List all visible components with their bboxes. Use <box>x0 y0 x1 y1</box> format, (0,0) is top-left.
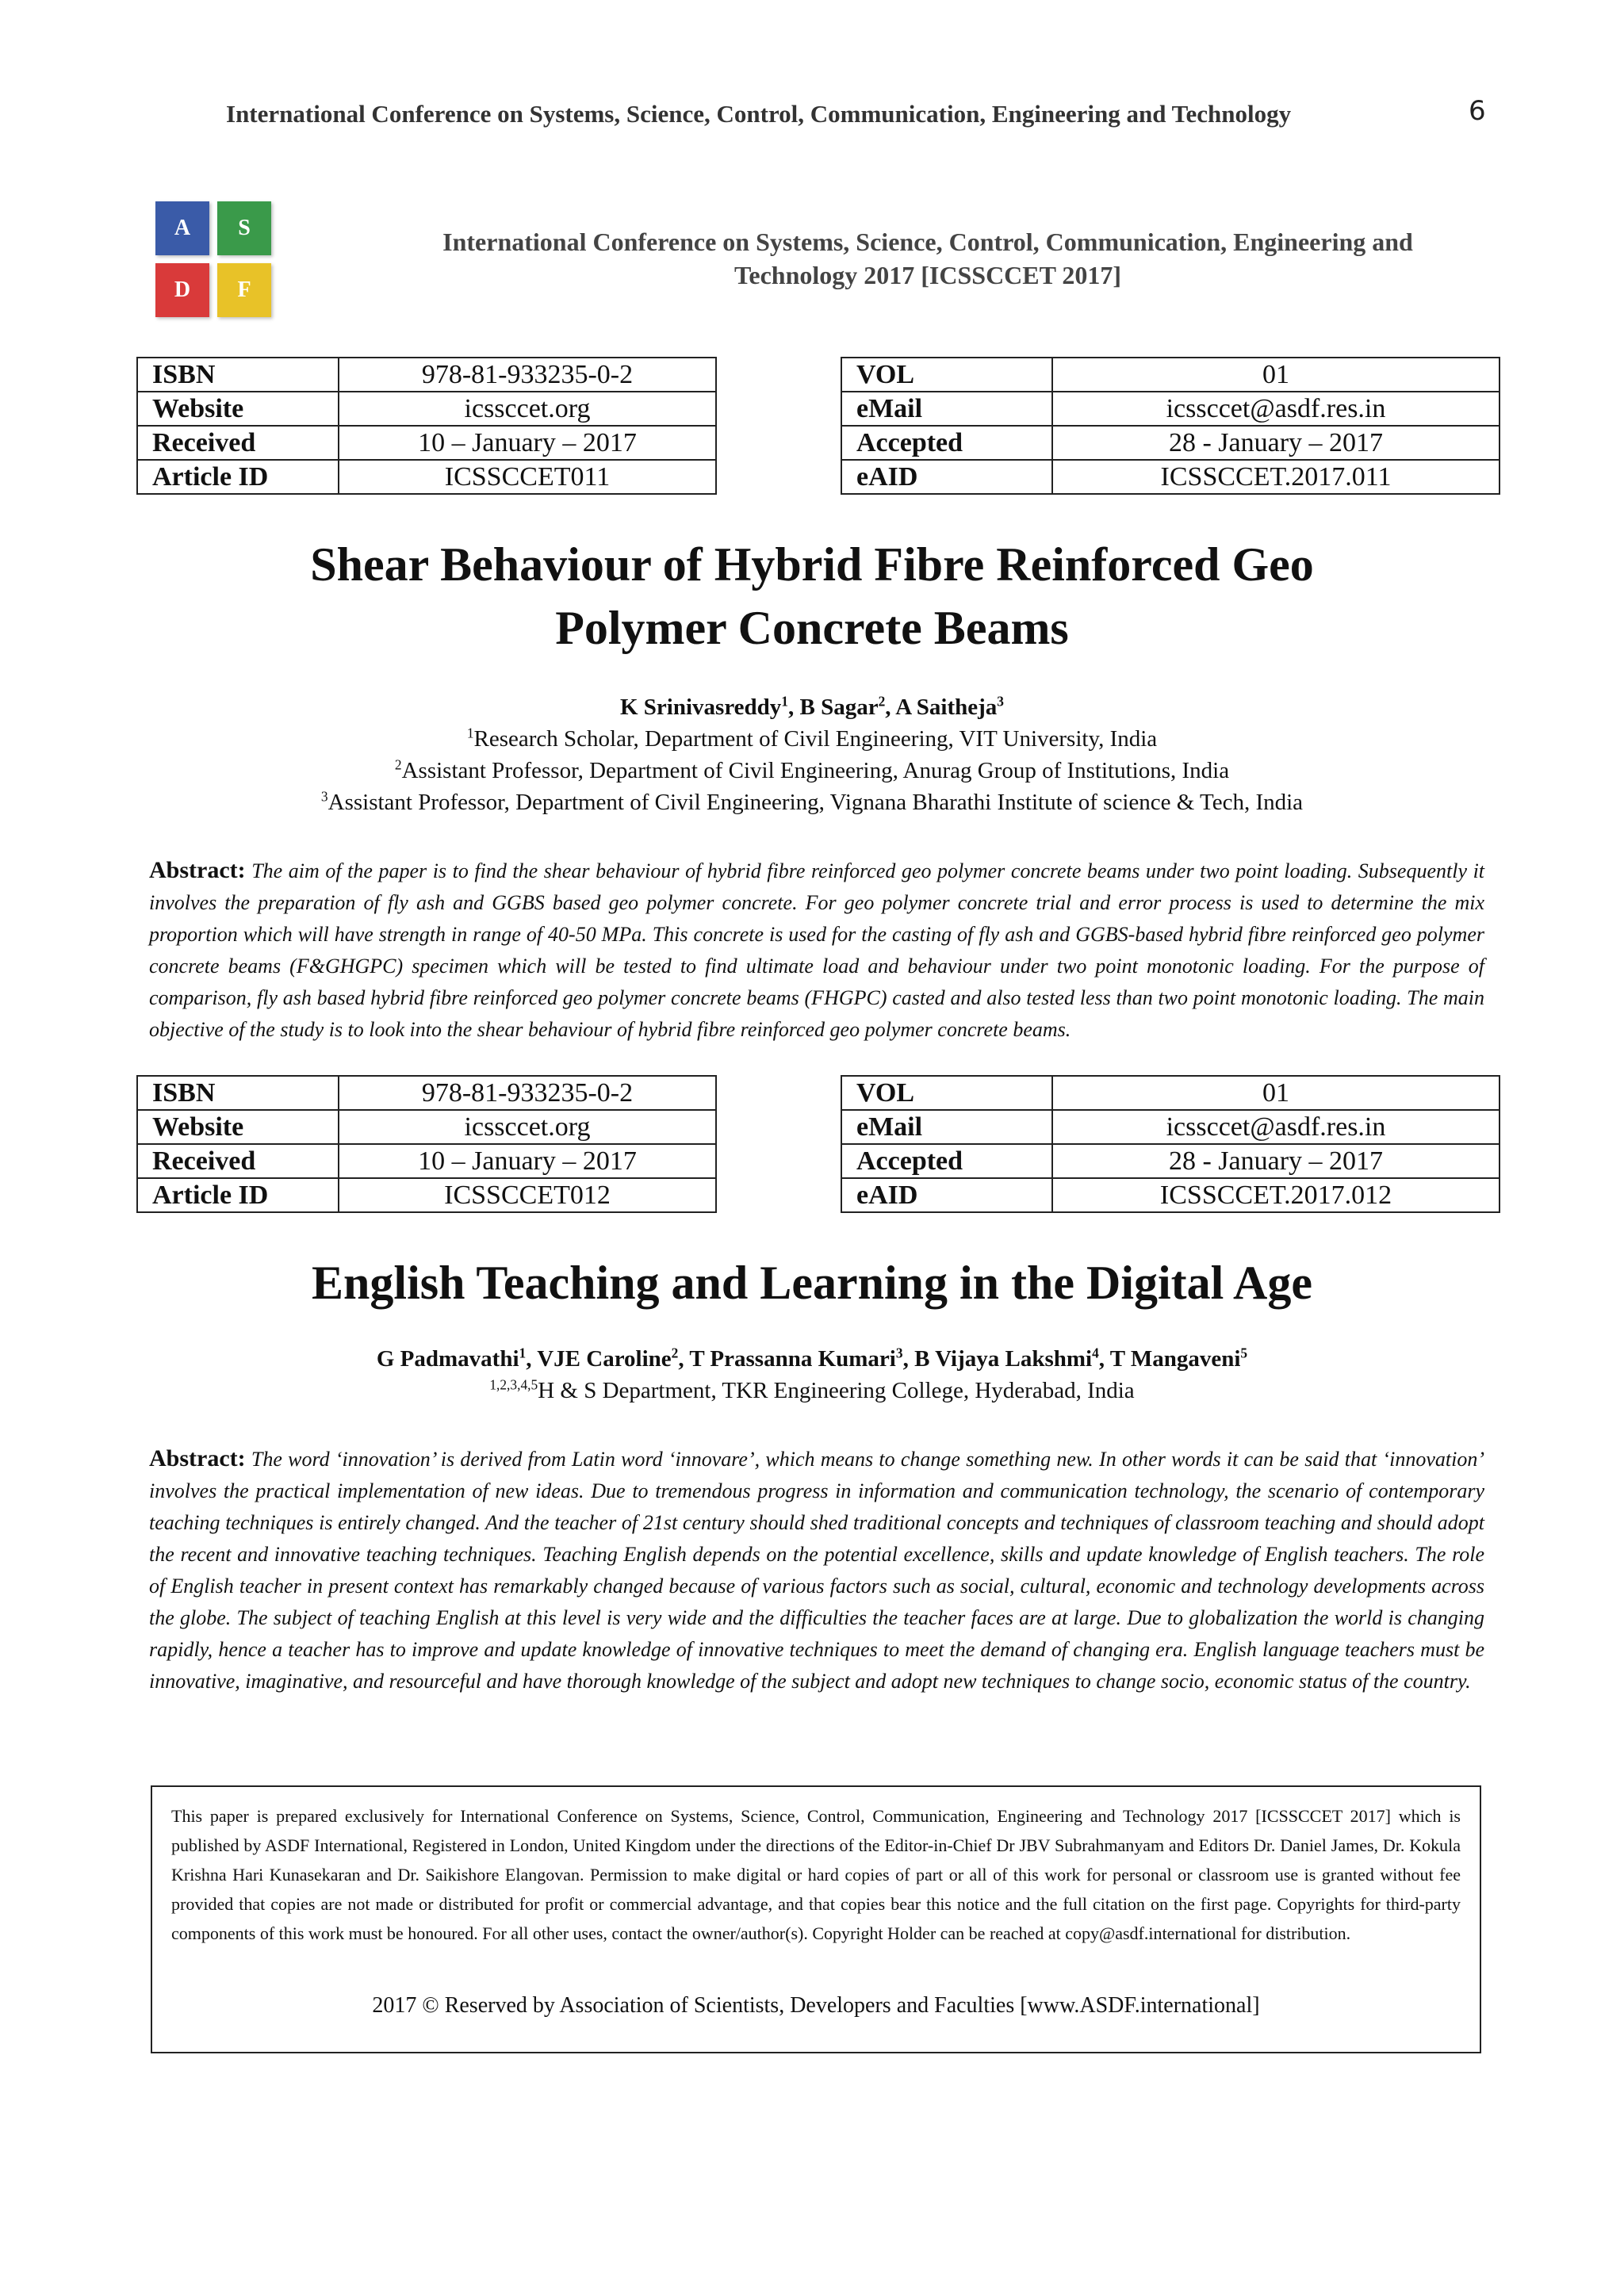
paper1-meta-right-value: icssccet@asdf.res.in <box>1052 392 1500 426</box>
conference-title-line2: Technology 2017 [ICSSCCET 2017] <box>733 261 1122 289</box>
paper2-abstract <box>149 1443 1484 1697</box>
paper1-meta-right-row <box>841 358 1500 392</box>
paper1-author-name: K Srinivasreddy <box>619 695 782 720</box>
paper1-meta-right-row <box>841 460 1500 494</box>
paper2-meta-right-label: eAID <box>841 1178 1052 1212</box>
paper1-affiliation <box>159 726 1465 752</box>
paper1-author-affil-mark: 1 <box>781 693 788 710</box>
paper2-meta-left-row <box>137 1110 716 1144</box>
paper1-authors: K Srinivasreddy$^1$, B Sagar$^2$, A Saitheja$^3$ <box>619 693 1004 720</box>
paper1-meta-right-label: Accepted <box>841 426 1052 460</box>
paper1-meta-right-row <box>841 426 1500 460</box>
paper2-affiliation-text: H & S Department, TKR Engineering College, Hyderabad, India <box>538 1378 1135 1403</box>
paper1-meta-left-value: icssccet.org <box>339 392 716 426</box>
paper2-authors: G Padmavathi$^1$, VJE Caroline$^2$, T Prassanna Kumari$^3$, B Vijaya Lakshmi$^4$, T Mangaveni$^5$ <box>376 1345 1248 1372</box>
logo-tile-s: S <box>217 201 271 255</box>
paper1-affiliation-mark: 2 <box>394 756 402 773</box>
paper2-author-name: T Mangaveni <box>1109 1346 1241 1372</box>
copyright-line: 2017 © Reserved by Association of Scientists, Developers and Faculties [www.ASDF.international] <box>372 1993 1260 2018</box>
paper2-author-name: G Padmavathi <box>376 1346 519 1372</box>
logo-tile-f: F <box>217 263 271 317</box>
permission-notice: This paper is prepared exclusively for International Conference on Systems, Science, Control, Communication, Engineering and Technology 2017 [ICSSCCET 2017] which is published by ASDF International, Registered in London, United Kingdom under the directions of the Editor-in-Chief Dr JBV Subrahmanyam and Editors Dr. Daniel James, Dr. Kokula Krishna Hari Kunasekaran and Dr. Saikishore Elangovan. Permission to make digital or hard copies of part or all of this work for personal or classroom use is granted without fee provided that copies are not made or distributed for profit or commercial advantage, and that copies bear this notice and the full citation on the first page. Copyrights for third-party components of this work must be honoured. For all other uses, contact the owner/author(s). Copyright Holder can be reached at copy@asdf.international for distribution. <box>171 1806 1461 1943</box>
copyright-notice-box <box>151 1785 1481 2053</box>
paper2-meta-left-value: icssccet.org <box>339 1110 716 1144</box>
paper1-meta-left-value: 10 – January – 2017 <box>339 426 716 460</box>
paper2-meta-left <box>136 1075 717 1213</box>
paper1-author-affil-mark: 2 <box>878 693 886 710</box>
conference-title-line1: International Conference on Systems, Science, Control, Communication, Engineering and <box>442 228 1413 256</box>
paper2-author-name: T Prassanna Kumari <box>689 1346 896 1372</box>
paper2-affiliation <box>159 1378 1465 1404</box>
paper1-affiliation-mark: 3 <box>320 788 328 805</box>
paper2-meta-right-row <box>841 1110 1500 1144</box>
paper2-meta-right-label: Accepted <box>841 1144 1052 1178</box>
paper2-title: English Teaching and Learning in the Digital Age <box>312 1257 1312 1309</box>
paper1-author-affil-mark: 3 <box>997 693 1004 710</box>
paper2-affiliation-mark: 1,2,3,4,5 <box>489 1376 538 1393</box>
paper2-author-affil-mark: 2 <box>671 1345 679 1361</box>
asdf-logo <box>155 201 273 319</box>
paper1-author-name: A Saitheja <box>895 695 998 720</box>
paper1-meta-left-label: ISBN <box>137 358 339 392</box>
paper1-meta-right-label: VOL <box>841 358 1052 392</box>
paper1-author-name: B Sagar <box>799 695 879 720</box>
paper1-meta-left-row <box>137 392 716 426</box>
paper2-meta-right-value: 01 <box>1052 1076 1500 1110</box>
paper1-meta-right-label: eMail <box>841 392 1052 426</box>
paper2-meta-right-value: 28 - January – 2017 <box>1052 1144 1500 1178</box>
paper1-abstract-label: Abstract: <box>149 857 246 883</box>
paper2-meta-right-value: ICSSCCET.2017.012 <box>1052 1178 1500 1212</box>
paper2-author-name: B Vijaya Lakshmi <box>914 1346 1093 1372</box>
paper1-meta-right <box>841 357 1500 495</box>
paper1-affiliation <box>159 758 1465 784</box>
conference-title <box>373 225 1483 292</box>
paper2-meta-left-row <box>137 1178 716 1212</box>
logo-tile-a: A <box>155 201 209 255</box>
paper2-meta-right-value: icssccet@asdf.res.in <box>1052 1110 1500 1144</box>
paper1-title-line1: Shear Behaviour of Hybrid Fibre Reinforced Geo <box>310 538 1314 591</box>
paper2-meta-right-label: eMail <box>841 1110 1052 1144</box>
paper2-meta-right-row <box>841 1144 1500 1178</box>
paper1-meta-left-value: 978-81-933235-0-2 <box>339 358 716 392</box>
page-number: 6 <box>1469 95 1486 127</box>
paper2-author-affil-mark: 4 <box>1092 1345 1099 1361</box>
paper2-author-affil-mark: 1 <box>519 1345 527 1361</box>
paper1-meta-left-label: Received <box>137 426 339 460</box>
logo-tile-d: D <box>155 263 209 317</box>
paper2-meta-left-value: 10 – January – 2017 <box>339 1144 716 1178</box>
paper1-meta-right-value: 28 - January – 2017 <box>1052 426 1500 460</box>
paper2-meta-left-value: ICSSCCET012 <box>339 1178 716 1212</box>
paper1-abstract-text: The aim of the paper is to find the shear behaviour of hybrid fibre reinforced geo polymer concrete beams under two point loading. Subsequently it involves the preparation of fly ash and GGBS based geo polymer concrete. For geo polymer concrete trial and error process is used to determine the mix proportion which will have strength in range of 40-50 MPa. This concrete is used for the casting of fly ash and GGBS-based hybrid fibre reinforced geo polymer concrete beams (F&GHGPC) specimen which will be tested to find ultimate load and behaviour under two point monotonic loading. For the purpose of comparison, fly ash based hybrid fibre reinforced geo polymer concrete beams (FHGPC) casted and also tested less than two point monotonic loading. The main objective of the study is to look into the shear behaviour of hybrid fibre reinforced geo polymer concrete beams. <box>149 859 1485 1041</box>
paper2-meta-left-label: Received <box>137 1144 339 1178</box>
paper2-meta-left-value: 978-81-933235-0-2 <box>339 1076 716 1110</box>
paper1-meta-right-label: eAID <box>841 460 1052 494</box>
paper2-meta-right-label: VOL <box>841 1076 1052 1110</box>
paper1-affiliation-text: Assistant Professor, Department of Civil Engineering, Anurag Group of Institutions, India <box>401 758 1230 783</box>
paper1-meta-right-value: 01 <box>1052 358 1500 392</box>
paper2-author-affil-mark: 5 <box>1240 1345 1248 1361</box>
paper1-meta-left-row <box>137 358 716 392</box>
paper2-meta-left-row <box>137 1144 716 1178</box>
paper1-meta-left-row <box>137 426 716 460</box>
paper1-affiliation <box>159 790 1465 816</box>
paper1-meta-right-row <box>841 392 1500 426</box>
paper2-abstract-text: The word ‘innovation’ is derived from Latin word ‘innovare’, which means to change something new. In other words it can be said that ‘innovation’ involves the practical implementation of new ideas. Due to tremendous progress in information and communication technology, the scenario of contemporary teaching techniques is entirely changed. And the teacher of 21st century should shed traditional concepts and techniques of classroom teaching and should adopt the recent and innovative teaching techniques. Teaching English depends on the potential excellence, skills and update knowledge of English teachers. The role of English teacher in present context has remarkably changed because of various factors such as social, cultural, economic and technology developments across the globe. The subject of teaching English at this level is very wide and the difficulties the teacher faces are at large. Due to globalization the world is changing rapidly, hence a teacher has to improve and update knowledge of innovative techniques to meet the demand of changing era. English language teachers must be innovative, imaginative, and resourceful and have thorough knowledge of the subject and adopt new techniques to change socio, economic status of the country. <box>149 1448 1484 1693</box>
paper1-meta-left-value: ICSSCCET011 <box>339 460 716 494</box>
paper1-title-line2: Polymer Concrete Beams <box>555 602 1069 654</box>
paper2-meta-right <box>841 1075 1500 1213</box>
paper1-affiliation-text: Research Scholar, Department of Civil Engineering, VIT University, India <box>473 726 1158 752</box>
paper2-abstract-label: Abstract: <box>149 1445 246 1471</box>
paper2-author-affil-mark: 3 <box>895 1345 903 1361</box>
paper1-abstract <box>149 855 1484 1046</box>
paper1-meta-left <box>136 357 717 495</box>
paper2-meta-left-label: Article ID <box>137 1178 339 1212</box>
paper2-meta-left-label: ISBN <box>137 1076 339 1110</box>
paper1-affiliation-text: Assistant Professor, Department of Civil Engineering, Vignana Bharathi Institute of science & Tech, India <box>327 790 1304 815</box>
paper1-title <box>159 533 1465 660</box>
paper1-meta-left-label: Article ID <box>137 460 339 494</box>
paper1-meta-right-value: ICSSCCET.2017.011 <box>1052 460 1500 494</box>
paper2-meta-right-row <box>841 1178 1500 1212</box>
paper2-meta-right-row <box>841 1076 1500 1110</box>
paper2-meta-left-row <box>137 1076 716 1110</box>
paper1-meta-left-row <box>137 460 716 494</box>
running-head-title: International Conference on Systems, Science, Control, Communication, Engineering and Technology <box>226 100 1292 128</box>
paper2-author-name: VJE Caroline <box>537 1346 672 1372</box>
paper1-affiliation-mark: 1 <box>466 725 474 741</box>
paper1-meta-left-label: Website <box>137 392 339 426</box>
paper2-meta-left-label: Website <box>137 1110 339 1144</box>
